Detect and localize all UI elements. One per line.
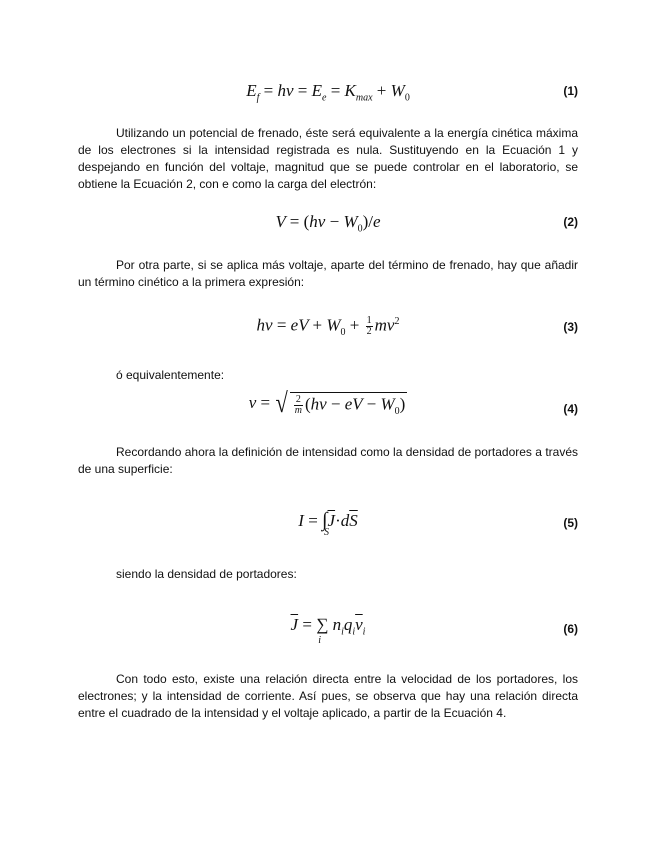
equation-2-formula: $V = (h\nu - W_0)/e$ [275,212,381,235]
equation-4-formula: v = √ $\frac{2}{m}$ (hν − eV − $W_0$) [248,388,406,419]
equation-4 [78,386,578,426]
paragraph-6-text: Con todo esto, existe una relación directa entre la velocidad de los portadores, los electrones; y la intensidad de corriente. Así pues, se observa que hay una relación directa entre el cuadrado de la intensidad y el voltaje aplicado, a partir de la Ecuación 4. [78,672,578,720]
paragraph-5 [78,566,578,583]
equation-6-number: (6) [563,622,578,636]
paragraph-4-text: Recordando ahora la definición de intensidad como la densidad de portadores a través de una superficie: [78,445,578,476]
equation-5 [78,506,578,546]
fraction-one-half: $\frac{1}{2}$ [366,315,372,337]
paragraph-2 [78,257,578,291]
paragraph-6 [78,671,578,722]
equation-2 [78,207,578,247]
equation-6-formula: $\overline{J}$ = ∑ i $n_iq_i\overline{v}_i$ [290,615,366,646]
equation-2-number: (2) [563,215,578,229]
paragraph-1-text: Utilizando un potencial de frenado, éste será equivalente a la energía cinética máxima de los electrones si la intensidad registrada es nula. Sustituyendo en la Ecuación 1 y despejando en función del voltaje, magnitud que se puede controlar en el laboratorio, se obtiene la Ecuación 2, con e como la carga del electrón: [78,126,578,191]
paragraph-3 [78,367,578,384]
paragraph-5-text: siendo la densidad de portadores: [116,567,297,581]
paragraph-2-text: Por otra parte, si se aplica más voltaje, aparte del término de frenado, hay que añadir un término cinético a la primera expresión: [78,258,578,289]
paragraph-3-text: ó equivalentemente: [116,368,225,382]
equation-1-number: (1) [563,84,578,98]
paragraph-1 [78,125,578,193]
equation-5-number: (5) [563,516,578,530]
paragraph-4 [78,444,578,478]
equation-1 [78,76,578,116]
equation-3-number: (3) [563,320,578,334]
equation-3 [78,308,578,348]
equation-5-formula: I = ∫ S $\overline{J}\cdot d\overline{S}$ [298,509,358,538]
equation-1-formula: $E_f = h\nu = E_e = K_{max} + W_0$ [246,81,410,104]
equation-4-number: (4) [563,402,578,416]
equation-3-formula: hν = eV + $W_0$ + $\frac{1}{2}$ $mv^2$ [256,315,400,338]
equation-6 [78,612,578,652]
square-root: √ $\frac{2}{m}$ (hν − eV − $W_0$) [275,388,406,419]
